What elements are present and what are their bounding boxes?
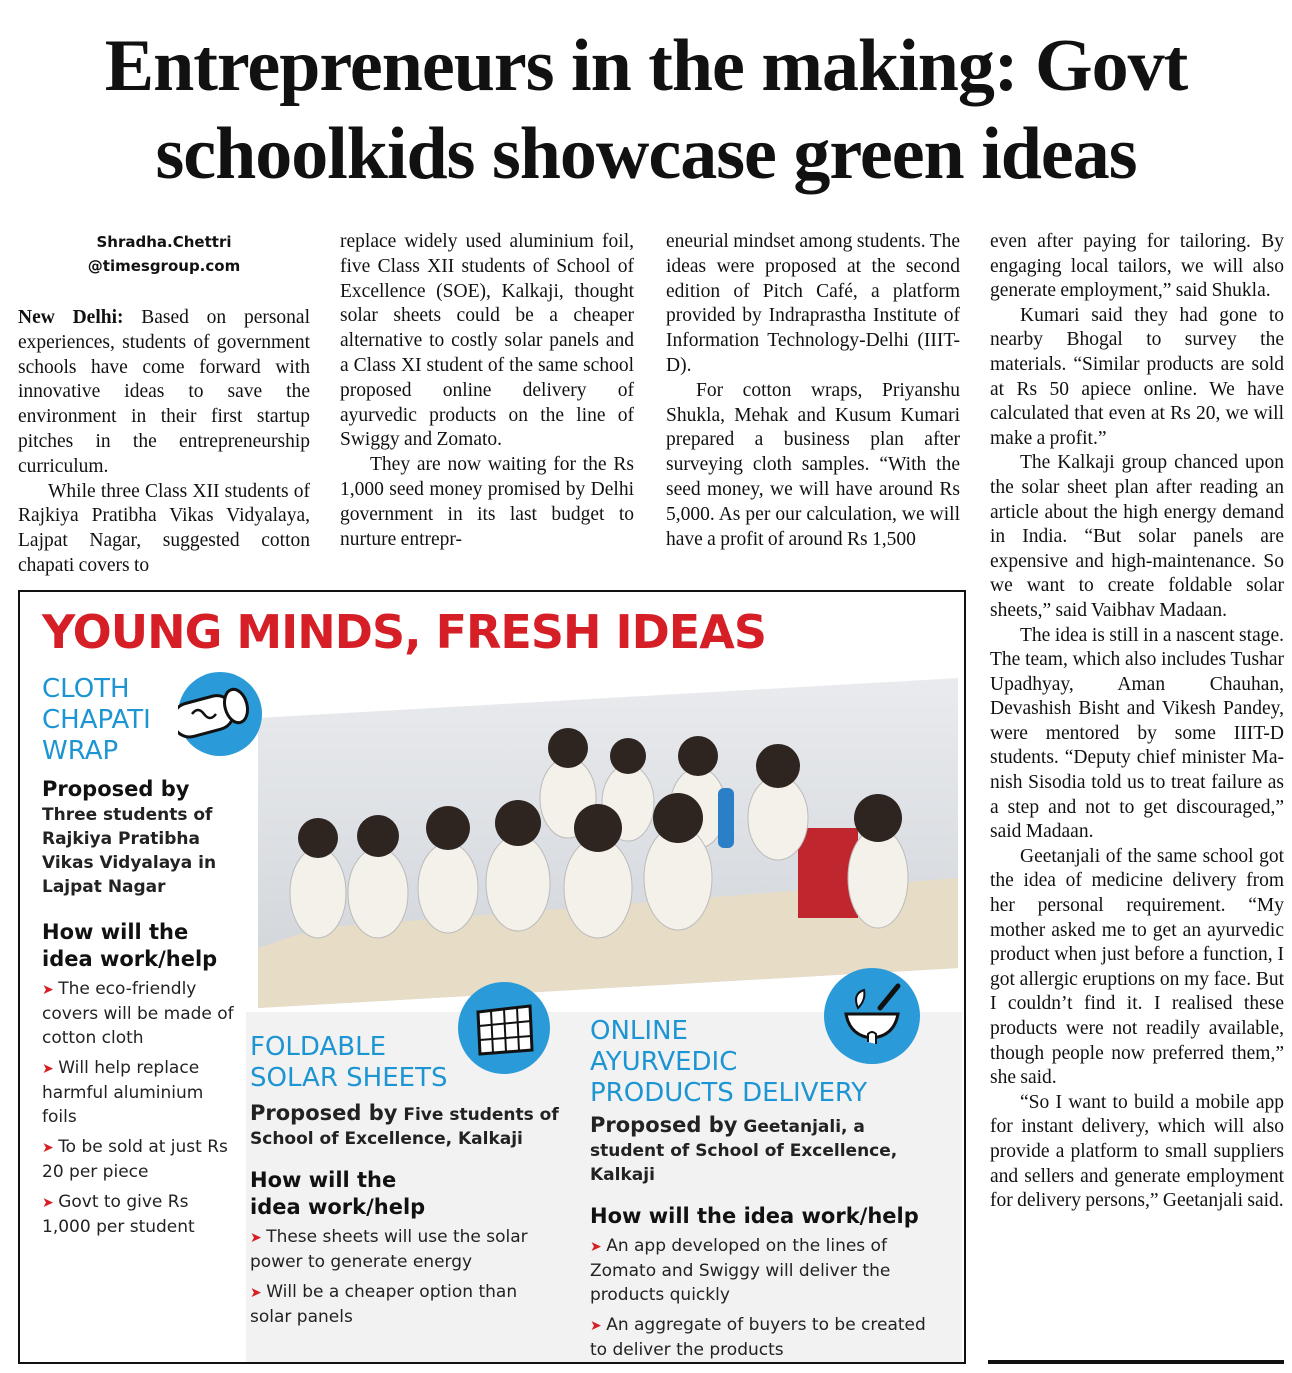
category-label: CHAPATI — [42, 705, 151, 735]
category-label: AYURVEDIC — [590, 1047, 738, 1077]
article-column-1 — [18, 230, 310, 579]
article-paragraph: The Kalkaji group chanced upon the solar sheet plan after reading an article about the high energy demand in India. “But solar panels are expensive and high-maintenance. So we want to create foldable solar sheets,” said Vaibhav Madaan. — [990, 452, 1284, 621]
article-paragraph: eneurial mindset among students. The ideas were proposed at the second edition of Pitch Café, a platform provided by Indraprastha Institute of Information Technology-Delhi (IIIT-D). — [666, 231, 960, 376]
category-ayurvedic-delivery — [590, 1016, 867, 1109]
bullet-item: ➤ Govt to give Rs 1,000 per student — [42, 1190, 242, 1239]
dateline: New Delhi: — [18, 307, 124, 328]
byline-handle: @timesgroup.com — [87, 257, 241, 275]
cloth-bullet-list — [42, 977, 242, 1239]
proposed-by-text: Geetanjali, a student of School of Excellence, Kalkaji — [590, 1117, 898, 1185]
category-label: PRODUCTS DELIVERY — [590, 1078, 868, 1108]
bullet-item: ➤ An app developed on the lines of Zomato and Swiggy will deliver the products quickly — [590, 1234, 940, 1307]
solar-panel-icon — [458, 982, 550, 1074]
article-paragraph: For cotton wraps, Priyanshu Shukla, Mehak and Kusum Kumari prepared a business plan after surveying cloth samples. “With the seed money, we will have around Rs 5,000. As per our calculation, we will have a profit of around Rs 1,500 — [666, 379, 960, 550]
ayurvedic-bullet-list — [590, 1234, 940, 1362]
headline-line-1: Entrepreneurs in the making: Govt — [104, 25, 1188, 107]
cloth-details — [42, 776, 242, 1245]
article-paragraph: The idea is still in a nascent stage. The team, which also includes Tushar Upadhyay, Aman Chauhan, Devashish Bisht and Vikesh Pandey, were mentored by some IIIT-D students. “Deputy chief minister Manish Sisodia told us to treat failure as a step and not to get discouraged,” said Madaan. — [990, 624, 1284, 843]
proposed-by-label: Proposed by — [250, 1101, 398, 1125]
proposed-by-label: Proposed by — [590, 1113, 738, 1137]
proposed-by-text: Five students of School of Excellence, Kalkaji — [250, 1105, 559, 1149]
column-end-rule — [988, 1360, 1284, 1364]
infographic-box — [18, 590, 966, 1364]
article-column-3 — [666, 230, 960, 552]
proposed-by-text: Three students of Rajkiya Pratibha Vikas Vidyalaya in Lajpat Nagar — [42, 805, 217, 897]
bullet-item: ➤ Will help replace harmful aluminium foils — [42, 1056, 242, 1129]
solar-bullet-list — [250, 1225, 560, 1329]
byline-name: Shradha.Chettri — [96, 233, 232, 251]
category-solar-sheets — [250, 1032, 447, 1094]
article-paragraph: They are now waiting for the Rs 1,000 seed money promised by Delhi government in its last budget to nurture entrepr- — [340, 454, 634, 550]
bullet-item: ➤ These sheets will use the solar power to generate energy — [250, 1225, 560, 1274]
category-label: WRAP — [42, 736, 119, 766]
category-label: SOLAR SHEETS — [250, 1063, 448, 1093]
article-paragraph — [18, 306, 310, 480]
how-heading: idea work/help — [250, 1195, 426, 1219]
headline-line-2: schoolkids showcase green ideas — [155, 113, 1137, 195]
article-paragraph: Geetanjali of the same school got the idea of medicine delivery from her personal requirement. “My mother asked me to get an ayurvedic product when just before a function, I got allergic eruptions on my face. But I couldn’t find it. I realised these products were not readily available, though people now preferred them,” she said. — [990, 845, 1284, 1089]
how-heading: How will the — [42, 920, 189, 944]
proposed-by-label: Proposed by — [42, 777, 190, 801]
category-label: FOLDABLE — [250, 1032, 387, 1062]
bullet-item: ➤ Will be a cheaper option than solar panels — [250, 1280, 560, 1329]
ayurvedic-proposed — [590, 1112, 940, 1187]
headline — [0, 22, 1292, 198]
ayurvedic-details — [590, 1112, 940, 1364]
solar-proposed — [250, 1100, 560, 1151]
infographic-title: YOUNG MINDS, FRESH IDEAS — [42, 605, 766, 659]
article-paragraph: “So I want to build a mobile app for instant delivery, which will also provide a platform to small suppliers and sellers and generate employment for delivery persons,” Geetanjali said. — [990, 1091, 1284, 1212]
wrap-icon — [178, 672, 262, 756]
category-label: ONLINE — [590, 1016, 688, 1046]
article-paragraph: Kumari said they had gone to nearby Bhogal to survey the materials. “Similar products are sold at Rs 50 apiece online. We have calculated that even at Rs 20, we will make a profit.” — [990, 304, 1284, 449]
article-paragraph: While three Class XII students of Rajkiya Pratibha Vikas Vidyalaya, Lajpat Nagar, suggested cotton chapati covers to — [18, 480, 310, 576]
how-heading: How will the — [250, 1168, 397, 1192]
bullet-item: ➤ To be sold at just Rs 20 per piece — [42, 1135, 242, 1184]
category-cloth-wrap — [42, 674, 151, 767]
article-column-4 — [990, 230, 1284, 1214]
article-column-2 — [340, 230, 634, 552]
solar-details — [250, 1100, 560, 1335]
students-photo — [258, 678, 958, 1008]
category-label: CLOTH — [42, 674, 130, 704]
article-paragraph: replace widely used aluminium foil, five Class XII students of School of Excellence (SOE), Kalkaji, thought solar sheets could be a cheaper alternative to costly solar panels and a Class XI student of the same school proposed online delivery of ayurvedic products on the line of Swiggy and Zomato. — [340, 231, 634, 451]
how-heading: idea work/help — [42, 947, 218, 971]
article-text: Based on personal experiences, students of government schools have come forward with innovative ideas to save the environment in their first startup pitches in the entrepreneurship curriculum. — [18, 307, 311, 477]
article-paragraph: even after paying for tailoring. By engaging local tailors, we will also generate employment,” said Shukla. — [990, 231, 1284, 302]
how-heading: How will the idea work/help — [590, 1204, 919, 1228]
bullet-item: ➤ An aggregate of buyers to be created to deliver the products — [590, 1313, 940, 1362]
bullet-item: ➤ The eco-friendly covers will be made of cotton cloth — [42, 977, 242, 1050]
byline — [18, 230, 310, 278]
